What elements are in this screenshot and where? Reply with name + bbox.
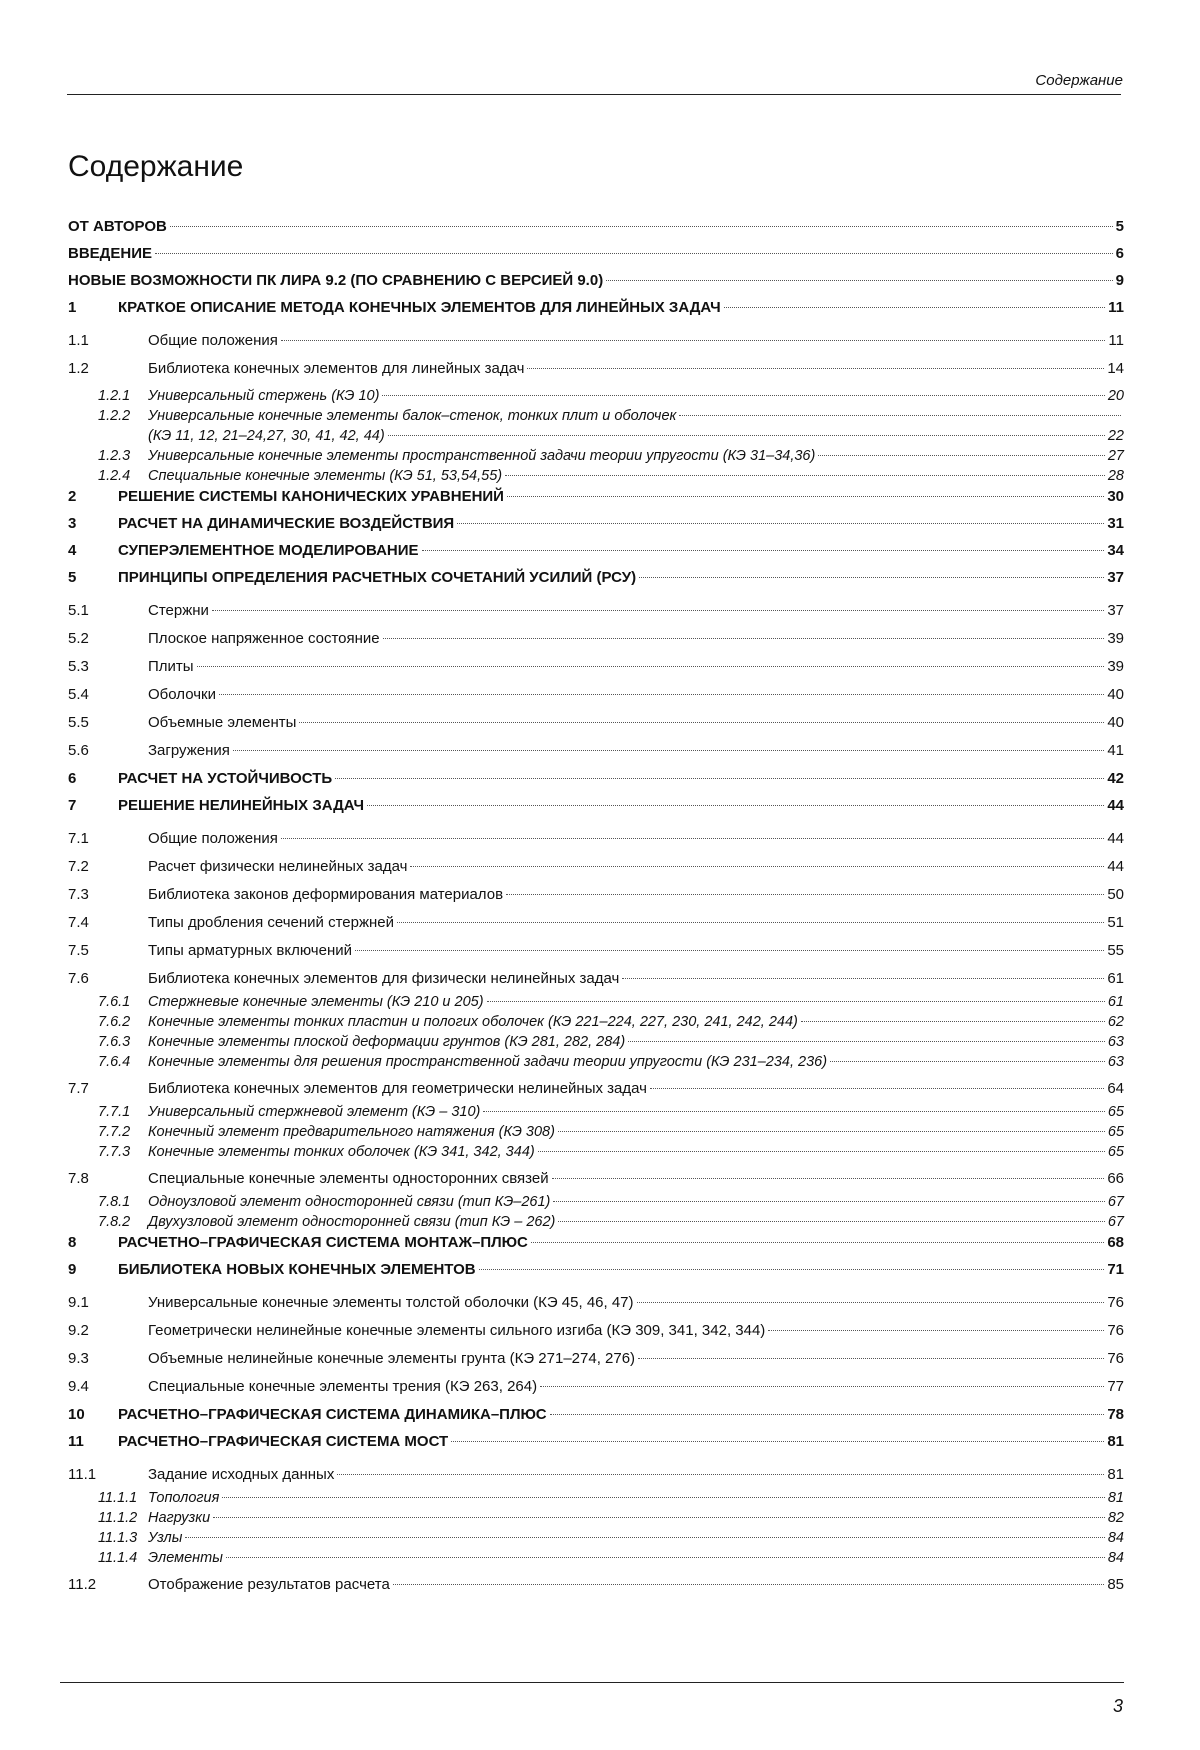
toc-entry[interactable] [68,1080,1124,1104]
toc-entry-title: ВВЕДЕНИЕ [68,245,152,262]
toc-entry-number: 5.5 [68,714,89,731]
dot-leader [299,722,1104,723]
toc-entry-title: КРАТКОЕ ОПИСАНИЕ МЕТОДА КОНЕЧНЫХ ЭЛЕМЕНТОВ ДЛЯ ЛИНЕЙНЫХ ЗАДАЧ [118,299,721,316]
toc-entry-number: 5.2 [68,630,89,647]
dot-leader [393,1584,1105,1585]
toc-entry-number: 5.1 [68,602,89,619]
toc-entry[interactable] [68,1294,1124,1322]
toc-entry-page: 40 [1107,714,1124,731]
dot-leader [410,866,1104,867]
toc-entry-page: 66 [1107,1170,1124,1187]
toc-entry-number: 7.1 [68,830,89,847]
toc-entry[interactable] [68,408,1124,428]
toc-entry[interactable] [68,742,1124,770]
toc-entry-number: 9.1 [68,1294,89,1311]
toc-entry[interactable] [68,1322,1124,1350]
toc-entry-title: Узлы [148,1530,183,1546]
toc-entry-page: 81 [1107,1466,1124,1483]
toc-entry-title: Общие положения [148,332,278,349]
toc-entry-number: 1.1 [68,332,89,349]
toc-entry-page: 42 [1107,770,1124,787]
dot-leader [505,475,1105,476]
toc-entry-page: 76 [1107,1294,1124,1311]
toc-entry[interactable] [68,1550,1124,1570]
toc-entry-title: Конечные элементы плоской деформации грунтов (КЭ 281, 282, 284) [148,1034,626,1050]
toc-entry[interactable] [68,1466,1124,1490]
toc-entry-title: Плиты [148,658,194,675]
toc-entry-number: 11.2 [68,1576,97,1593]
toc-entry-page: 22 [1107,428,1124,444]
toc-entry-number: 11.1.4 [98,1550,138,1566]
toc-entry-title: Конечный элемент предварительного натяжения (КЭ 308) [148,1124,555,1140]
toc-entry-number: 5.6 [68,742,89,759]
toc-entry[interactable] [68,1378,1124,1406]
toc-entry-page: 44 [1107,858,1124,875]
toc-entry-page: 6 [1115,245,1124,262]
toc-entry[interactable] [68,770,1124,797]
toc-entry-page: 81 [1107,1490,1124,1506]
toc-entry-title: Стержни [148,602,209,619]
toc-entry-number: 6 [68,770,77,787]
toc-entry[interactable] [68,1144,1124,1164]
dot-leader [622,978,1104,979]
toc-entry-page: 65 [1107,1144,1124,1160]
toc-entry-number: 1.2.2 [98,408,131,424]
toc-entry[interactable] [68,1234,1124,1261]
dot-leader [606,280,1112,281]
toc-entry-title: Универсальный стержень (КЭ 10) [148,388,380,404]
toc-entry[interactable] [68,299,1124,326]
toc-entry-number: 1.2.3 [98,448,131,464]
toc-entry-number: 9.3 [68,1350,89,1367]
toc-entry-page: 67 [1107,1194,1124,1210]
toc-entry-number: 7.6.3 [98,1034,131,1050]
toc-entry-page: 85 [1107,1576,1124,1593]
toc-entry-page: 34 [1107,542,1124,559]
toc-entry-title: ОТ АВТОРОВ [68,218,167,235]
dot-leader [558,1221,1105,1222]
dot-leader [538,1151,1105,1152]
toc-entry-page: 63 [1107,1054,1124,1070]
toc-entry[interactable] [68,1104,1124,1124]
toc-entry-page: 11 [1108,299,1124,316]
toc-entry[interactable] [68,1014,1124,1034]
toc-entry-number: 5.4 [68,686,89,703]
toc-entry-page: 5 [1115,218,1124,235]
toc-entry-number: 1 [68,299,77,316]
toc-entry[interactable] [68,1406,1124,1433]
toc-entry[interactable] [68,245,1124,272]
toc-entry[interactable] [68,360,1124,388]
toc-entry-number: 7.8.2 [98,1214,131,1230]
toc-entry-page: 81 [1107,1433,1124,1450]
toc-entry-page: 20 [1107,388,1124,404]
toc-entry-number: 4 [68,542,77,559]
toc-entry-title: Стержневые конечные элементы (КЭ 210 и 205) [148,994,484,1010]
dot-leader [628,1041,1105,1042]
dot-leader [422,550,1105,551]
toc-entry[interactable] [68,1576,1124,1604]
dot-leader [531,1242,1105,1243]
toc-entry-page: 76 [1107,1322,1124,1339]
dot-leader [558,1131,1105,1132]
toc-entry-title: РЕШЕНИЕ СИСТЕМЫ КАНОНИЧЕСКИХ УРАВНЕНИЙ [118,488,504,505]
toc-entry-page: 44 [1107,797,1124,814]
toc-entry-title: Библиотека законов деформирования материалов [148,886,504,903]
toc-entry-number: 7.4 [68,914,89,931]
toc-entry-number: 7.7.3 [98,1144,131,1160]
toc-entry-number: 7.2 [68,858,89,875]
toc-entry-number: 8 [68,1234,77,1251]
toc-entry-title: Расчет физически нелинейных задач [148,858,408,875]
toc-entry-page: 61 [1107,994,1124,1010]
toc-entry-title: Отображение результатов расчета [148,1576,390,1593]
dot-leader [382,395,1104,396]
dot-leader [212,610,1104,611]
dot-leader [487,1001,1105,1002]
dot-leader [281,838,1104,839]
dot-leader [768,1330,1104,1331]
dot-leader [222,1497,1104,1498]
toc-entry-page: 30 [1107,488,1124,505]
toc-entry[interactable] [68,1510,1124,1530]
toc-entry-number: 7.3 [68,886,89,903]
dot-leader [170,226,1113,227]
dot-leader [335,778,1104,779]
toc-entry-title: РАСЧЕТНО–ГРАФИЧЕСКАЯ СИСТЕМА ДИНАМИКА–ПЛЮС [118,1406,547,1423]
toc-entry-title: Конечные элементы тонких оболочек (КЭ 341, 342, 344) [148,1144,535,1160]
dot-leader [830,1061,1105,1062]
toc-entry-number: 7.7.1 [98,1104,131,1120]
toc-entry-title: Библиотека конечных элементов для геометрически нелинейных задач [148,1080,647,1097]
dot-leader [185,1537,1104,1538]
toc-entry-page: 84 [1107,1530,1124,1546]
toc-entry[interactable] [68,1214,1124,1234]
toc-entry-number: 11.1.3 [98,1530,138,1546]
running-header: Содержание [1035,72,1123,89]
toc-entry[interactable] [68,714,1124,742]
dot-leader [281,340,1106,341]
toc-entry-title: Библиотека конечных элементов для линейных задач [148,360,525,377]
toc-entry-page: 39 [1107,658,1124,675]
dot-leader [650,1088,1104,1089]
toc-entry-number: 7.7 [68,1080,89,1097]
toc-entry-title: РАСЧЕТ НА ДИНАМИЧЕСКИЕ ВОЗДЕЙСТВИЯ [118,515,455,532]
dot-leader [724,307,1106,308]
toc-entry-number: 1.2.4 [98,468,131,484]
toc-entry[interactable] [68,830,1124,858]
toc-entry[interactable] [68,1034,1124,1054]
toc-entry-title: Специальные конечные элементы трения (КЭ 263, 264) [148,1378,538,1395]
dot-leader [550,1414,1105,1415]
dot-leader [388,435,1105,436]
toc-entry-number: 7.5 [68,942,89,959]
toc-entry[interactable] [68,914,1124,942]
toc-entry-title: Задание исходных данных [148,1466,335,1483]
toc-entry-title: Универсальный стержневой элемент (КЭ – 310) [148,1104,481,1120]
toc-entry-number: 7.6 [68,970,89,987]
toc-entry-number: 11.1.1 [98,1490,138,1506]
table-of-contents [68,218,1124,1604]
toc-entry[interactable] [68,428,1124,448]
toc-entry-page: 64 [1107,1080,1124,1097]
toc-entry-number: 2 [68,488,77,505]
toc-entry-title: СУПЕРЭЛЕМЕНТНОЕ МОДЕЛИРОВАНИЕ [118,542,419,559]
toc-entry[interactable] [68,858,1124,886]
toc-entry-number: 7.6.2 [98,1014,131,1030]
toc-entry-page: 50 [1107,886,1124,903]
toc-entry-title: (КЭ 11, 12, 21–24,27, 30, 41, 42, 44) [148,428,385,444]
toc-entry-title: Объемные нелинейные конечные элементы грунта (КЭ 271–274, 276) [148,1350,636,1367]
toc-entry-number: 9.2 [68,1322,89,1339]
toc-entry-page: 41 [1107,742,1124,759]
toc-entry-page: 55 [1107,942,1124,959]
toc-entry-page: 37 [1107,569,1124,586]
toc-entry[interactable] [68,388,1124,408]
dot-leader [818,455,1105,456]
dot-leader [226,1557,1105,1558]
dot-leader [383,638,1105,639]
toc-entry-page: 63 [1107,1034,1124,1050]
toc-entry-title: Нагрузки [148,1510,211,1526]
toc-entry[interactable] [68,1530,1124,1550]
toc-entry-title: Плоское напряженное состояние [148,630,380,647]
toc-entry-page: 76 [1107,1350,1124,1367]
dot-leader [213,1517,1105,1518]
toc-entry-number: 11.1.2 [98,1510,138,1526]
dot-leader [155,253,1113,254]
toc-entry-page: 27 [1107,448,1124,464]
header-rule [67,94,1121,95]
toc-entry-title: БИБЛИОТЕКА НОВЫХ КОНЕЧНЫХ ЭЛЕМЕНТОВ [118,1261,476,1278]
toc-entry-number: 11 [68,1433,84,1450]
toc-entry[interactable] [68,1350,1124,1378]
toc-entry-page: 65 [1107,1124,1124,1140]
toc-entry-title: ПРИНЦИПЫ ОПРЕДЕЛЕНИЯ РАСЧЕТНЫХ СОЧЕТАНИЙ УСИЛИЙ (РСУ) [118,569,637,586]
toc-entry[interactable] [68,448,1124,468]
dot-leader [507,496,1104,497]
toc-entry[interactable] [68,942,1124,970]
dot-leader [483,1111,1105,1112]
dot-leader [397,922,1104,923]
footer-rule [60,1682,1124,1683]
toc-entry-title: НОВЫЕ ВОЗМОЖНОСТИ ПК ЛИРА 9.2 (ПО СРАВНЕНИЮ С ВЕРСИЕЙ 9.0) [68,272,604,289]
toc-entry-title: Объемные элементы [148,714,297,731]
toc-entry-title: Конечные элементы для решения пространственной задачи теории упругости (КЭ 231–234, 236) [148,1054,828,1070]
toc-entry[interactable] [68,542,1124,569]
toc-entry-title: Общие положения [148,830,278,847]
toc-entry-number: 9.4 [68,1378,89,1395]
toc-entry-page: 68 [1107,1234,1124,1251]
toc-entry-number: 7.6.4 [98,1054,131,1070]
dot-leader [451,1441,1104,1442]
toc-entry-title: Универсальные конечные элементы пространственной задачи теории упругости (КЭ 31–34,36) [148,448,816,464]
toc-entry-page: 39 [1107,630,1124,647]
toc-entry-number: 7.8.1 [98,1194,131,1210]
toc-entry-number: 7 [68,797,77,814]
toc-entry-title: Типы арматурных включений [148,942,352,959]
toc-entry-page: 82 [1107,1510,1124,1526]
toc-entry-title: РАСЧЕТНО–ГРАФИЧЕСКАЯ СИСТЕМА МОСТ [118,1433,449,1450]
toc-entry[interactable] [68,886,1124,914]
toc-entry-title: Элементы [148,1550,223,1566]
toc-entry-page: 77 [1107,1378,1124,1395]
toc-entry[interactable] [68,1194,1124,1214]
toc-entry-title: Универсальные конечные элементы балок–стенок, тонких плит и оболочек [148,408,677,424]
toc-entry-title: Загружения [148,742,230,759]
dot-leader [457,523,1104,524]
toc-entry-title: Двухузловой элемент односторонней связи (тип КЭ – 262) [148,1214,556,1230]
toc-entry-page: 14 [1107,360,1124,377]
toc-entry-number: 5 [68,569,77,586]
toc-entry-number: 7.7.2 [98,1124,131,1140]
toc-entry[interactable] [68,630,1124,658]
toc-entry-title: Специальные конечные элементы односторонних связей [148,1170,549,1187]
dot-leader [639,577,1104,578]
toc-entry[interactable] [68,488,1124,515]
toc-entry-number: 11.1 [68,1466,97,1483]
dot-leader [552,1178,1105,1179]
toc-entry-page: 84 [1107,1550,1124,1566]
toc-entry-number: 1.2 [68,360,89,377]
dot-leader [479,1269,1105,1270]
dot-leader [197,666,1105,667]
dot-leader [801,1021,1105,1022]
toc-entry-title: Геометрически нелинейные конечные элементы сильного изгиба (КЭ 309, 341, 342, 344) [148,1322,766,1339]
toc-entry[interactable] [68,1124,1124,1144]
toc-entry-number: 1.2.1 [98,388,131,404]
toc-entry-page: 51 [1107,914,1124,931]
toc-entry-page: 65 [1107,1104,1124,1120]
toc-entry[interactable] [68,994,1124,1014]
dot-leader [638,1358,1104,1359]
toc-entry-page: 78 [1107,1406,1124,1423]
dot-leader [540,1386,1104,1387]
toc-entry-page: 61 [1107,970,1124,987]
toc-entry-page: 44 [1107,830,1124,847]
toc-entry[interactable] [68,686,1124,714]
toc-entry-title: Конечные элементы тонких пластин и пологих оболочек (КЭ 221–224, 227, 230, 241, 242, 244) [148,1014,798,1030]
toc-entry-page: 62 [1107,1014,1124,1030]
dot-leader [506,894,1104,895]
toc-entry[interactable] [68,658,1124,686]
toc-entry[interactable] [68,468,1124,488]
toc-entry-number: 7.8 [68,1170,89,1187]
toc-entry-title: РЕШЕНИЕ НЕЛИНЕЙНЫХ ЗАДАЧ [118,797,365,814]
toc-entry-title: Универсальные конечные элементы толстой оболочки (КЭ 45, 46, 47) [148,1294,634,1311]
dot-leader [553,1201,1105,1202]
dot-leader [637,1302,1105,1303]
toc-entry[interactable] [68,970,1124,994]
toc-entry-page: 71 [1107,1261,1124,1278]
toc-entry[interactable] [68,1261,1124,1288]
toc-entry-title: Оболочки [148,686,216,703]
toc-entry-number: 5.3 [68,658,89,675]
toc-entry-number: 9 [68,1261,77,1278]
toc-entry[interactable] [68,272,1124,299]
page-number: 3 [1112,1696,1123,1716]
toc-entry-title: РАСЧЕТ НА УСТОЙЧИВОСТЬ [118,770,333,787]
toc-entry[interactable] [68,1433,1124,1460]
dot-leader [367,805,1104,806]
dot-leader [679,415,1121,416]
toc-entry-title: Типы дробления сечений стержней [148,914,394,931]
dot-leader [527,368,1104,369]
toc-entry[interactable] [68,515,1124,542]
toc-entry-title: Одноузловой элемент односторонней связи (тип КЭ–261) [148,1194,551,1210]
toc-entry[interactable] [68,1170,1124,1194]
toc-entry[interactable] [68,218,1124,245]
toc-entry-page: 28 [1107,468,1124,484]
toc-entry-page: 37 [1107,602,1124,619]
toc-entry-page: 31 [1107,515,1124,532]
dot-leader [233,750,1104,751]
toc-entry[interactable] [68,797,1124,824]
toc-entry[interactable] [68,602,1124,630]
toc-entry[interactable] [68,1054,1124,1074]
toc-entry-page: 9 [1115,272,1124,289]
toc-entry-number: 3 [68,515,77,532]
toc-entry[interactable] [68,1490,1124,1510]
toc-entry-title: РАСЧЕТНО–ГРАФИЧЕСКАЯ СИСТЕМА МОНТАЖ–ПЛЮС [118,1234,528,1251]
dot-leader [337,1474,1104,1475]
toc-entry-title: Специальные конечные элементы (КЭ 51, 53,54,55) [148,468,503,484]
toc-entry[interactable] [68,332,1124,360]
toc-entry-page: 67 [1107,1214,1124,1230]
toc-entry-page: 40 [1107,686,1124,703]
page-title: Содержание [68,150,244,183]
dot-leader [355,950,1104,951]
dot-leader [219,694,1104,695]
toc-entry-title: Библиотека конечных элементов для физически нелинейных задач [148,970,620,987]
toc-entry[interactable] [68,569,1124,596]
toc-entry-title: Топология [148,1490,220,1506]
toc-entry-number: 10 [68,1406,85,1423]
toc-entry-page: 11 [1108,332,1124,349]
toc-entry-number: 7.6.1 [98,994,131,1010]
